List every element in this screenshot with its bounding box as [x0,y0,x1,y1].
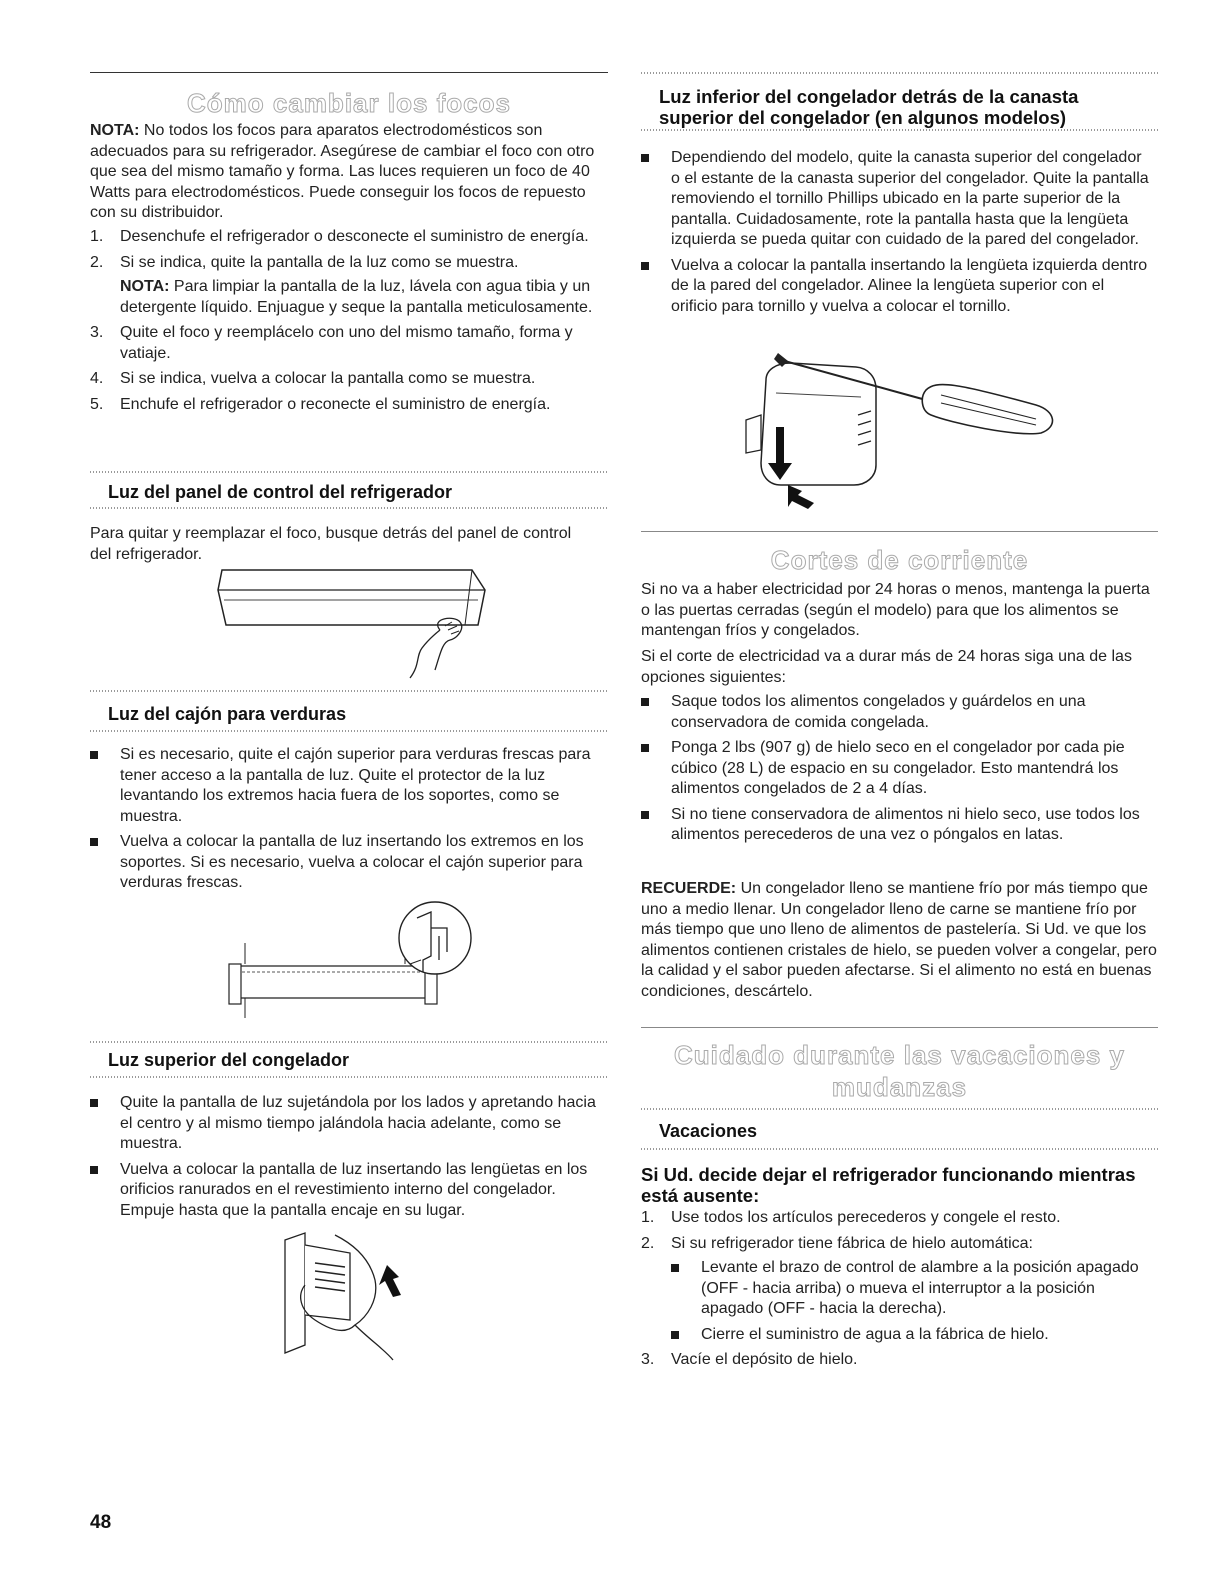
divider [90,1041,608,1043]
divider [641,531,1158,532]
list-item: Saque todos los alimentos congelados y guárdelos en una conservadora de comida congelada. [641,692,1158,733]
remember-label: RECUERDE: [641,880,737,897]
list-item: Levante el brazo de control de alambre a la posición apagado (OFF - hacia arriba) o mueva el interruptor a la posición apagado (OFF - hacia la derecha). [671,1258,1158,1320]
list-item: Si es necesario, quite el cajón superior para verduras frescas para tener acceso a la pantalla de luz. Quite el protector de la luz levantando los extremos hacia fuera de los soportes, como se muestra. [90,745,608,827]
divider [641,72,1158,74]
bulb-steps [90,227,608,420]
remember-text: Un congelador lleno se mantiene frío por más tiempo que uno a medio llenar. Un congelador lleno de carne se mantiene frío por más tiempo que uno lleno de alimentos de pastelería. Si Ud. ve que los alimentos contienen cristales de hielo, se pueden volver a congelar, pero la calidad y el sabor pueden afectarse. Si el alimento no está en buenas condiciones, descártelo. [641,880,1157,1000]
list-item: Vuelva a colocar la pantalla de luz insertando las lengüetas en los orificios ranurados en el revestimiento interno del congelador. Empuje hasta que la pantalla encaje en su lugar. [90,1160,608,1222]
page-number: 48 [90,1512,112,1533]
heading-crisper: Luz del cajón para verduras [108,704,347,724]
divider [90,1076,608,1078]
top-rule [90,72,608,73]
power-p2: Si el corte de electricidad va a durar más de 24 horas siga una de las opciones siguientes: [641,648,1132,686]
list-item: Cierre el suministro de agua a la fábrica de hielo. [671,1325,1158,1346]
divider [641,1027,1158,1028]
list-item: Ponga 2 lbs (907 g) de hielo seco en el congelador por cada pie cúbico (28 L) de espacio en su congelador. Esto mantendrá los alimentos congelados de 2 a 4 días. [641,738,1158,800]
list-item: 2. Si su refrigerador tiene fábrica de hielo automática: Levante el brazo de control de alambre a la posición apagado (OFF - hacia arriba) o mueva el interruptor a la posición apagado (OFF - hacia la derecha). Cierre el suministro de agua a la fábrica de hielo. [641,1234,1158,1346]
freezer-top-light-illustration [275,1225,425,1365]
list-item: Vuelva a colocar la pantalla insertando la lengüeta izquierda dentro de la pared del congelador. Alinee la lengüeta superior con el orificio para tornillo y vuelva a colocar el tornillo. [641,256,1151,318]
crisper-light-illustration [225,898,485,1023]
heading-vacation: Vacaciones [659,1121,758,1141]
list-item: Quite la pantalla de luz sujetándola por los lados y apretando hacia el centro y al mismo tiempo jalándola hacia adelante, como se muestra. [90,1093,608,1155]
section-title-bulbs: Cómo cambiar los focos [187,88,511,118]
section-title-vacation-line1: Cuidado durante las vacaciones y [673,1040,1126,1070]
list-item: 3. Quite el foco y reemplácelo con uno del mismo tamaño, forma y vatiaje. [90,324,573,362]
list-item: 3. Vacíe el depósito de hielo. [641,1351,858,1368]
list-item: Vuelva a colocar la pantalla de luz insertando los extremos en los soportes. Si es necesario, vuelva a colocar el cajón superior para verduras frescas. [90,832,608,894]
bulb-note [90,121,608,224]
list-item: 1. Use todos los artículos perecederos y congele el resto. [641,1209,1061,1226]
note-label: NOTA: [90,122,140,139]
heading-freezer-lower: Luz inferior del congelador detrás de la canasta superior del congelador (en algunos modelos) [659,86,1079,128]
divider [641,129,1158,131]
freezer-lower-bullets [641,148,1151,322]
divider [641,1108,1158,1110]
list-item: Si no tiene conservadora de alimentos ni hielo seco, use todos los alimentos perecederos de una vez o póngalos en latas. [641,805,1158,846]
list-item: 2. Si se indica, quite la pantalla de la luz como se muestra. NOTA: Para limpiar la pantalla de la luz, lávela con agua tibia y un detergente líquido. Enjuague y seque la pantalla meticulosamente. [90,253,608,319]
section-title-vacation-line2: mudanzas [831,1072,968,1102]
control-panel-illustration [210,560,490,685]
freezer-lower-light-illustration [736,345,1076,515]
list-item: 1. Desenchufe el refrigerador o desconecte el suministro de energía. [90,228,589,245]
freezer-top-bullets [90,1093,608,1226]
heading-freezer-top: Luz superior del congelador [108,1050,350,1070]
divider [90,471,608,473]
ice-maker-bullets [671,1258,1158,1345]
control-panel-text: Para quitar y reemplazar el foco, busque detrás del panel de control del refrigerador. [90,525,572,563]
note-text: No todos los focos para aparatos electrodomésticos son adecuados para su refrigerador. Asegúrese de cambiar el foco con otro que sea del mismo tamaño y forma. Las luces requieren un foco de 40 Watts para electrodomésticos. Puede conseguir los focos de repuesto con su distribuidor. [90,122,595,221]
step2-note: NOTA: Para limpiar la pantalla de la luz, lávela con agua tibia y un detergente líquido. Enjuague y seque la pantalla meticulosamente. [120,278,593,316]
section-title-power: Cortes de corriente [770,545,1029,575]
remember-note [641,879,1158,1002]
divider [90,690,608,692]
vacation-steps [641,1208,1158,1376]
vacation-subheading: Si Ud. decide dejar el refrigerador funcionando mientras está ausente: [641,1164,1136,1206]
list-item: 5. Enchufe el refrigerador o reconecte el suministro de energía. [90,395,551,413]
power-p1: Si no va a haber electricidad por 24 horas o menos, mantenga la puerta o las puertas cerradas (según el modelo) para que los alimentos se mantengan fríos y congelados. [641,581,1150,639]
power-bullets [641,692,1158,851]
divider [641,1148,1158,1150]
list-item: Dependiendo del modelo, quite la canasta superior del congelador o el estante de la canasta superior del congelador. Quite la pantalla removiendo el tornillo Phillips ubicado en la parte superior de la pantalla. Cuidadosamente, rote la pantalla hasta que la lengüeta izquierda se pueda quitar con cuidado de la pared del congelador. [641,148,1151,251]
crisper-bullets [90,745,608,899]
divider [90,507,608,509]
divider [90,730,608,732]
heading-control-panel: Luz del panel de control del refrigerador [108,482,453,502]
list-item: 4. Si se indica, vuelva a colocar la pantalla como se muestra. [90,370,536,387]
